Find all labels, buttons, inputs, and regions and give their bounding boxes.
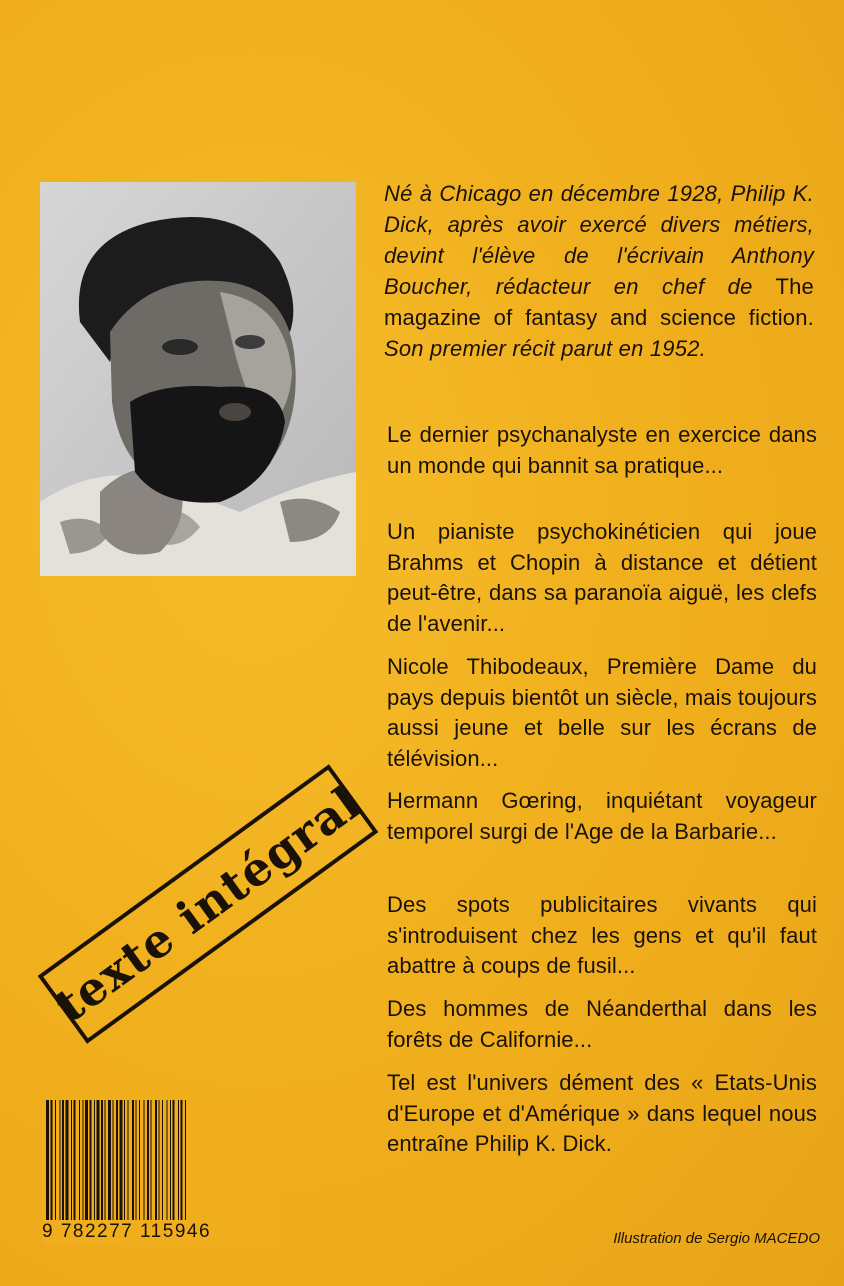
barcode-bar — [108, 1100, 111, 1232]
barcode-bar — [116, 1100, 118, 1232]
blurb-paragraph: Nicole Thibodeaux, Première Dame du pays depuis bientôt un siècle, mais toujours aussi jeune et belle sur les écrans de télévision... — [387, 654, 817, 771]
barcode-bar — [173, 1100, 175, 1232]
blurb-paragraph: Des hommes de Néanderthal dans les forêts de Californie... — [387, 996, 817, 1052]
barcode-bar — [51, 1100, 53, 1232]
texte-integral-stamp — [38, 764, 379, 1044]
barcode-bar — [46, 1100, 49, 1232]
blurb-paragraph: Des spots publicitaires vivants qui s'introduisent chez les gens et qu'il faut abattre à coups de fusil... — [387, 892, 817, 978]
author-biography — [384, 178, 814, 364]
barcode-bar — [170, 1100, 171, 1232]
barcode-bar — [74, 1100, 76, 1232]
barcode-bar — [101, 1100, 103, 1232]
stamp-label: texte intégral — [45, 775, 371, 1033]
barcode-bar — [71, 1100, 72, 1232]
barcode-bar — [79, 1100, 80, 1232]
blurb-paragraph: Tel est l'univers dément des « Etats-Unis d'Europe et d'Amérique » dans lequel nous entraîne Philip K. Dick. — [387, 1070, 817, 1156]
barcode-bar — [147, 1100, 149, 1232]
barcode-bar — [178, 1100, 179, 1232]
barcode-bar — [151, 1100, 152, 1232]
author-portrait-image — [40, 182, 356, 576]
barcode-bar — [167, 1100, 168, 1232]
barcode-bar — [62, 1100, 64, 1232]
barcode-bar — [181, 1100, 183, 1232]
barcode-bar — [85, 1100, 88, 1232]
blurb-paragraph: Le dernier psychanalyste en exercice dans un monde qui bannit sa pratique... — [387, 422, 817, 478]
blurb-paragraph: Hermann Gœring, inquiétant voyageur temporel surgi de l'Age de la Barbarie... — [387, 788, 817, 844]
barcode-bar — [113, 1100, 114, 1232]
barcode-bar — [120, 1100, 123, 1232]
blurb-paragraph: Un pianiste psychokinéticien qui joue Brahms et Chopin à distance et détient peut-être, dans sa paranoïa aiguë, les clefs de l'avenir... — [387, 519, 817, 636]
barcode-bar — [124, 1100, 125, 1232]
bio-part-3: Son premier récit parut en 1952. — [384, 336, 706, 361]
barcode-bar — [90, 1100, 92, 1232]
barcode-number: 9 782277 115946 — [42, 1220, 280, 1244]
barcode-bar — [128, 1100, 129, 1232]
barcode-bar — [139, 1100, 140, 1232]
barcode-bar — [162, 1100, 163, 1232]
barcode-bar — [132, 1100, 134, 1232]
barcode-bar — [60, 1100, 61, 1232]
bio-magazine-title: The magazine of fantasy and science fiction. — [384, 274, 814, 330]
barcode-bar — [55, 1100, 56, 1232]
barcode-bar — [66, 1100, 69, 1232]
barcode-bar — [94, 1100, 95, 1232]
barcode-bar — [144, 1100, 145, 1232]
barcode-bar — [105, 1100, 106, 1232]
barcode-bar — [136, 1100, 137, 1232]
author-photo — [40, 182, 356, 576]
illustration-credit: Illustration de Sergio MACEDO — [613, 1230, 820, 1247]
barcode-bar — [97, 1100, 100, 1232]
barcode-bar — [159, 1100, 160, 1232]
barcode-bar — [155, 1100, 157, 1232]
barcode-bar — [83, 1100, 84, 1232]
barcode-bar — [185, 1100, 186, 1232]
bio-part-1: Né à Chicago en décembre 1928, Philip K. Dick, après avoir exercé divers métiers, devint l'élève de l'écrivain Anthony Boucher, rédacteur en chef de — [384, 181, 814, 299]
